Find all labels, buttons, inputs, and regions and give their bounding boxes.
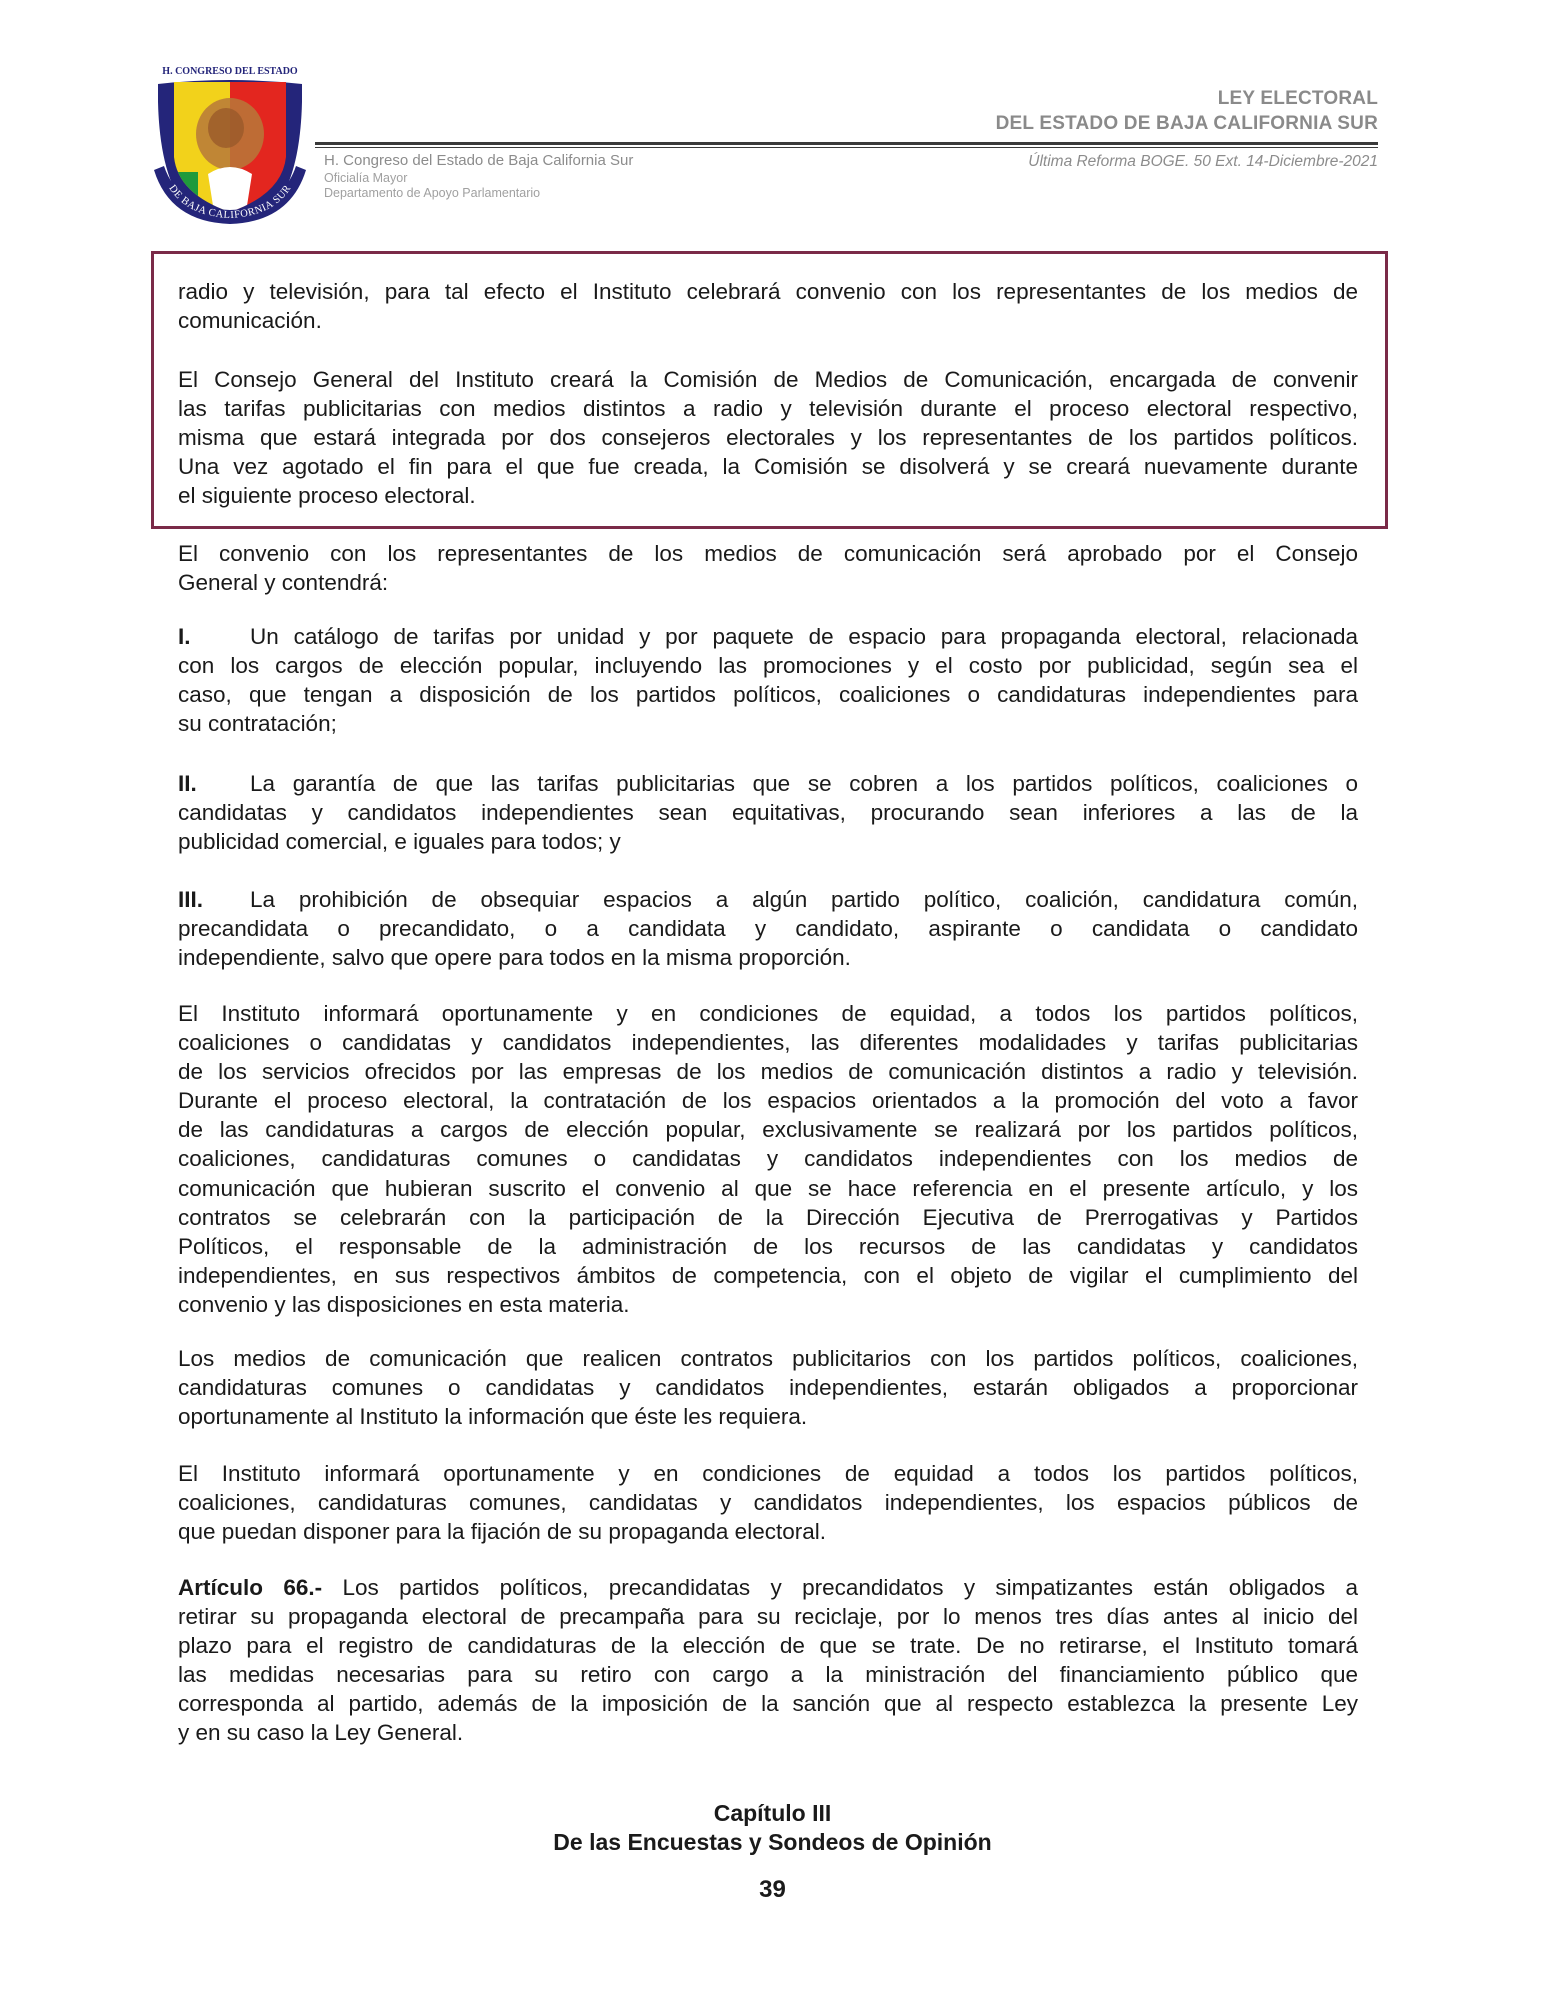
article-text: Los partidos políticos, precandidatas y precandidatos y simpatizantes están obligados a <box>342 1575 1358 1600</box>
text-line: candidaturas comunes o candidatas y candidatos independientes, estarán obligados a proporcionar <box>178 1375 1358 1401</box>
list-text: La garantía de que las tarifas publicitarias que se cobren a los partidos políticos, coaliciones o <box>250 771 1358 796</box>
text-line: comunicación. <box>178 308 322 334</box>
text-line: las medidas necesarias para su retiro con cargo a la ministración del financiamiento público que <box>178 1662 1358 1688</box>
logo-bottom-text: DE BAJA CALIFORNIA SUR <box>166 183 294 222</box>
text-line: de las candidaturas a cargos de elección popular, exclusivamente se realizará por los partidos políticos, <box>178 1117 1358 1143</box>
list-text: La prohibición de obsequiar espacios a algún partido político, coalición, candidatura común, <box>250 887 1358 912</box>
medios-paragraph <box>178 1344 1358 1431</box>
page-number: 39 <box>759 1876 786 1903</box>
article-label: Artículo 66.- <box>178 1575 323 1600</box>
law-title-line2: DEL ESTADO DE BAJA CALIFORNIA SUR <box>995 113 1378 134</box>
text-line: las tarifas publicitarias con medios distintos a radio y televisión durante el proceso electoral respectivo, <box>178 396 1358 422</box>
text-line: y en su caso la Ley General. <box>178 1720 464 1746</box>
text-line <box>178 769 1358 798</box>
article-66 <box>178 1573 1358 1748</box>
last-reform-date: Última Reforma BOGE. 50 Ext. 14-Diciembre-2021 <box>1028 153 1378 170</box>
text-line: convenio y las disposiciones en esta materia. <box>178 1291 630 1317</box>
list-item-1 <box>178 622 1358 738</box>
text-line <box>178 622 1358 651</box>
text-line: con los cargos de elección popular, incluyendo las promociones y el costo por publicidad, según sea el <box>178 653 1358 679</box>
org-office: Oficialía Mayor <box>324 171 408 185</box>
boxed-paragraph-1 <box>178 277 1358 335</box>
logo-top-text: H. CONGRESO DEL ESTADO <box>162 66 298 77</box>
informara-paragraph <box>178 999 1358 1319</box>
congress-shield-icon <box>150 62 310 228</box>
text-line: publicidad comercial, e iguales para todos; y <box>178 829 621 855</box>
text-line: oportunamente al Instituto la información que éste les requiera. <box>178 1404 808 1430</box>
law-title-line1: LEY ELECTORAL <box>1217 88 1378 109</box>
list-text: Un catálogo de tarifas por unidad y por paquete de espacio para propaganda electoral, relacionada <box>250 624 1358 649</box>
text-line: misma que estará integrada por dos consejeros electorales y los representantes de los partidos políticos. <box>178 425 1358 451</box>
text-line: radio y televisión, para tal efecto el Instituto celebrará convenio con los representantes de los medios de <box>178 279 1358 304</box>
text-line <box>178 885 1358 914</box>
text-line: Durante el proceso electoral, la contratación de los espacios orientados a la promoción del voto a favor <box>178 1088 1358 1114</box>
list-item-2 <box>178 769 1358 856</box>
list-number: II. <box>178 771 197 796</box>
congress-logo <box>150 62 310 228</box>
text-line: El Consejo General del Instituto creará la Comisión de Medios de Comunicación, encargada de convenir <box>178 367 1358 392</box>
list-number: III. <box>178 887 204 912</box>
chapter-title: Capítulo III <box>713 1800 832 1826</box>
text-line: precandidata o precandidato, o a candidata y candidato, aspirante o candidata o candidato <box>178 916 1358 942</box>
boxed-paragraph-2 <box>178 365 1358 510</box>
header-rule <box>315 142 1378 148</box>
text-line: plazo para el registro de candidaturas de la elección de que se trate. De no retirarse, el Instituto tomará <box>178 1633 1358 1659</box>
text-line: que puedan disponer para la fijación de su propaganda electoral. <box>178 1519 826 1545</box>
org-department: Departamento de Apoyo Parlamentario <box>324 186 541 200</box>
text-line: Los medios de comunicación que realicen contratos publicitarios con los partidos políticos, coaliciones, <box>178 1346 1358 1371</box>
text-line: Políticos, el responsable de la administración de los recursos de las candidatas y candidatos <box>178 1233 1358 1259</box>
text-line: comunicación que hubieran suscrito el convenio al que se hace referencia en el presente artículo, y los <box>178 1175 1358 1201</box>
convenio-paragraph <box>178 539 1358 597</box>
text-line <box>178 1573 1358 1602</box>
org-name: H. Congreso del Estado de Baja California Sur <box>324 152 634 169</box>
text-line: corresponda al partido, además de la imposición de la sanción que al respecto establezca la presente Ley <box>178 1691 1358 1717</box>
text-line: su contratación; <box>178 711 337 737</box>
text-line: caso, que tengan a disposición de los partidos políticos, coaliciones o candidaturas independientes para <box>178 682 1358 708</box>
text-line: independiente, salvo que opere para todos en la misma proporción. <box>178 945 851 971</box>
text-line: Una vez agotado el fin para el que fue creada, la Comisión se disolverá y se creará nuevamente durante <box>178 454 1358 480</box>
text-line: coaliciones o candidatas y candidatos independientes, las diferentes modalidades y tarifas publicitarias <box>178 1030 1358 1056</box>
text-line: coaliciones, candidaturas comunes o candidatas y candidatos independientes con los medios de <box>178 1146 1358 1172</box>
text-line: El Instituto informará oportunamente y en condiciones de equidad, a todos los partidos políticos, <box>178 1001 1358 1026</box>
text-line: El convenio con los representantes de los medios de comunicación será aprobado por el Consejo <box>178 541 1358 566</box>
list-item-3 <box>178 885 1358 972</box>
text-line: independientes, en sus respectivos ámbitos de competencia, con el objeto de vigilar el cumplimiento del <box>178 1262 1358 1288</box>
text-line: el siguiente proceso electoral. <box>178 483 476 509</box>
text-line: contratos se celebrarán con la participación de la Dirección Ejecutiva de Prerrogativas y Partidos <box>178 1204 1358 1230</box>
text-line: General y contendrá: <box>178 570 389 596</box>
text-line: El Instituto informará oportunamente y en condiciones de equidad a todos los partidos políticos, <box>178 1461 1358 1486</box>
text-line: coaliciones, candidaturas comunes, candidatas y candidatos independientes, los espacios públicos de <box>178 1490 1358 1516</box>
text-line: retirar su propaganda electoral de precampaña para su reciclaje, por lo menos tres días antes al inicio del <box>178 1604 1358 1630</box>
chapter-subtitle: De las Encuestas y Sondeos de Opinión <box>553 1829 992 1855</box>
espacios-paragraph <box>178 1459 1358 1546</box>
list-number: I. <box>178 624 191 649</box>
text-line: de los servicios ofrecidos por las empresas de los medios de comunicación distintos a radio y televisión. <box>178 1059 1358 1085</box>
text-line: candidatas y candidatos independientes sean equitativas, procurando sean inferiores a las de la <box>178 800 1358 826</box>
